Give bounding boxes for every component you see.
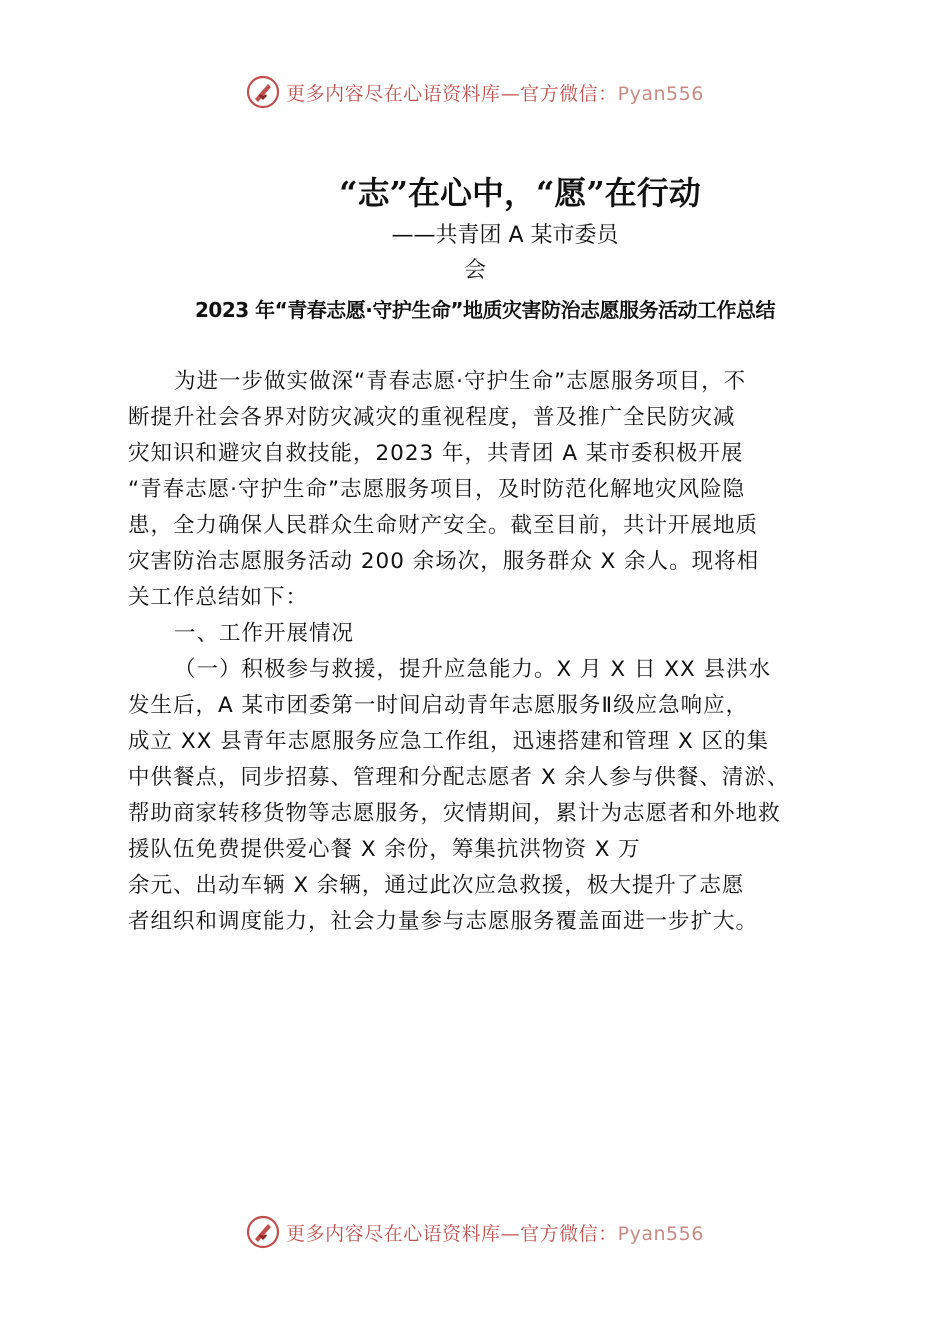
paragraph-line: 灾害防治志愿服务活动 200 余场次，服务群众 X 余人。现将相	[128, 549, 760, 574]
paragraph-line: “青春志愿·守护生命”志愿服务项目，及时防范化解地灾风险隐	[128, 477, 746, 502]
wechat-id: Pyan556	[617, 1222, 704, 1245]
subtitle-line-1: ——共青团 A 某市委员	[391, 223, 619, 248]
paragraph-line: （一）积极参与救援，提升应急能力。X 月 X 日 XX 县洪水	[174, 657, 772, 682]
page-title: “志”在心中，“愿”在行动	[339, 174, 701, 212]
section-heading: 一、工作开展情况	[174, 621, 355, 646]
pen-heart-icon	[246, 75, 280, 109]
paragraph-line: 帮助商家转移货物等志愿服务，灾情期间，累计为志愿者和外地救	[128, 801, 781, 826]
paragraph-line: 中供餐点，同步招募、管理和分配志愿者 X 余人参与供餐、清淤、	[128, 765, 790, 790]
header-watermark-banner	[0, 72, 950, 112]
paragraph-line: 者组织和调度能力，社会力量参与志愿服务覆盖面进一步扩大。	[128, 909, 759, 934]
paragraph-line: 成立 XX 县青年志愿服务应急工作组，迅速搭建和管理 X 区的集	[128, 729, 770, 754]
subtitle-line-2: 会	[463, 258, 486, 283]
watermark-text: 更多内容尽在心语资料库—官方微信：Pyan556	[286, 82, 704, 105]
paragraph-line: 为进一步做实做深“青春志愿·守护生命”志愿服务项目，不	[174, 369, 747, 394]
document-body	[128, 364, 848, 940]
paragraph-line: 断提升社会各界对防灾减灾的重视程度，普及推广全民防灾减	[128, 405, 736, 430]
paragraph-line: 余元、出动车辆 X 余辆，通过此次应急救援，极大提升了志愿	[128, 873, 745, 898]
report-subtitle: 2023 年“青春志愿·守护生命”地质灾害防治志愿服务活动工作总结	[194, 298, 775, 322]
paragraph-line: 关工作总结如下：	[128, 585, 309, 610]
footer-watermark-banner	[0, 1212, 950, 1252]
paragraph-line: 患，全力确保人民群众生命财产安全。截至目前，共计开展地质	[128, 513, 759, 538]
paragraph-line: 灾知识和避灾自救技能，2023 年，共青团 A 某市委积极开展	[128, 441, 744, 466]
paragraph-line: 援队伍免费提供爱心餐 X 余份，筹集抗洪物资 X 万	[128, 837, 641, 862]
wechat-id: Pyan556	[617, 82, 704, 105]
pen-heart-icon	[246, 1215, 280, 1249]
paragraph-line: 发生后，A 某市团委第一时间启动青年志愿服务Ⅱ级应急响应，	[128, 693, 749, 718]
watermark-text: 更多内容尽在心语资料库—官方微信：Pyan556	[286, 1222, 704, 1245]
